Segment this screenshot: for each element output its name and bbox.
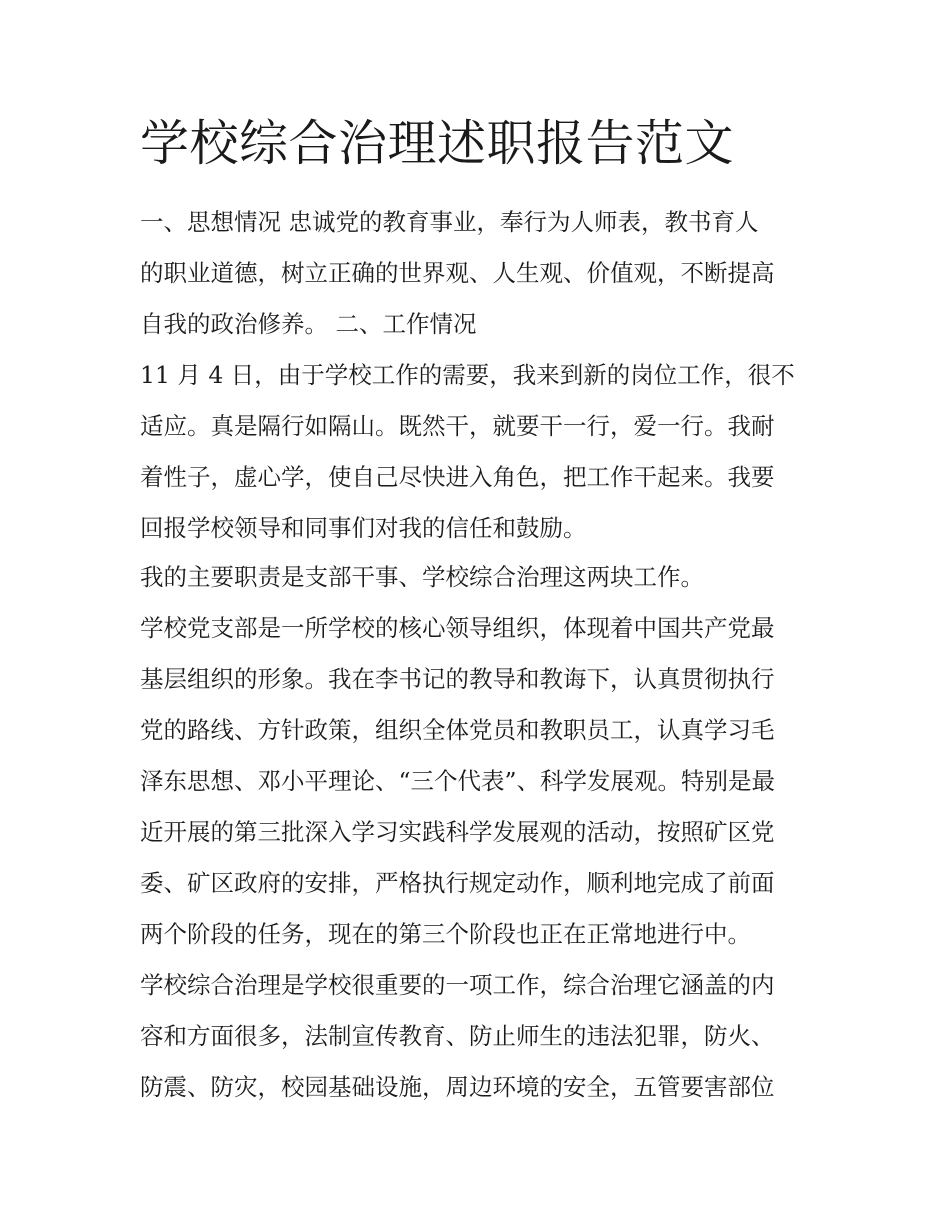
body-line-15: 两个阶段的任务，现在的第三个阶段也正在正常地进行中。 [140,920,751,948]
body-line-12: 泽东思想、邓小平理论、“三个代表”、科学发展观。特别是最 [140,767,776,795]
body-line-3: 自我的政治修养。 二、工作情况 [140,310,477,338]
body-line-11: 党的路线、方针政策，组织全体党员和教职员工，认真学习毛 [140,716,775,744]
body-line-1: 一、思想情况 忠诚党的教育事业，奉行为人师表，教书育人 [140,208,759,236]
body-line-8: 我的主要职责是支部干事、学校综合治理这两块工作。 [140,563,704,591]
body-line-13: 近开展的第三批深入学习实践科学发展观的活动，按照矿区党 [140,818,775,846]
body-line-5: 适应。真是隔行如隔山。既然干，就要干一行，爱一行。我耐 [140,412,775,440]
body-line-4: 11 月 4 日，由于学校工作的需要，我来到新的岗位工作，很不 [140,361,795,389]
document-title: 学校综合治理述职报告范文 [140,115,735,172]
body-line-16: 学校综合治理是学校很重要的一项工作，综合治理它涵盖的内 [140,971,775,999]
body-line-7: 回报学校领导和同事们对我的信任和鼓励。 [140,514,587,542]
body-line-10: 基层组织的形象。我在李书记的教导和教诲下，认真贯彻执行 [140,665,775,693]
body-line-18: 防震、防灾，校园基础设施，周边环境的安全，五管要害部位 [140,1073,775,1101]
body-line-9: 学校党支部是一所学校的核心领导组织，体现着中国共产党最 [140,614,775,642]
body-line-17: 容和方面很多，法制宣传教育、防止师生的违法犯罪，防火、 [140,1022,775,1050]
body-line-2: 的职业道德，树立正确的世界观、人生观、价值观，不断提高 [140,259,775,287]
body-line-14: 委、矿区政府的安排，严格执行规定动作，顺利地完成了前面 [140,869,775,897]
body-line-6: 着性子，虚心学，使自己尽快进入角色，把工作干起来。我要 [140,463,775,491]
